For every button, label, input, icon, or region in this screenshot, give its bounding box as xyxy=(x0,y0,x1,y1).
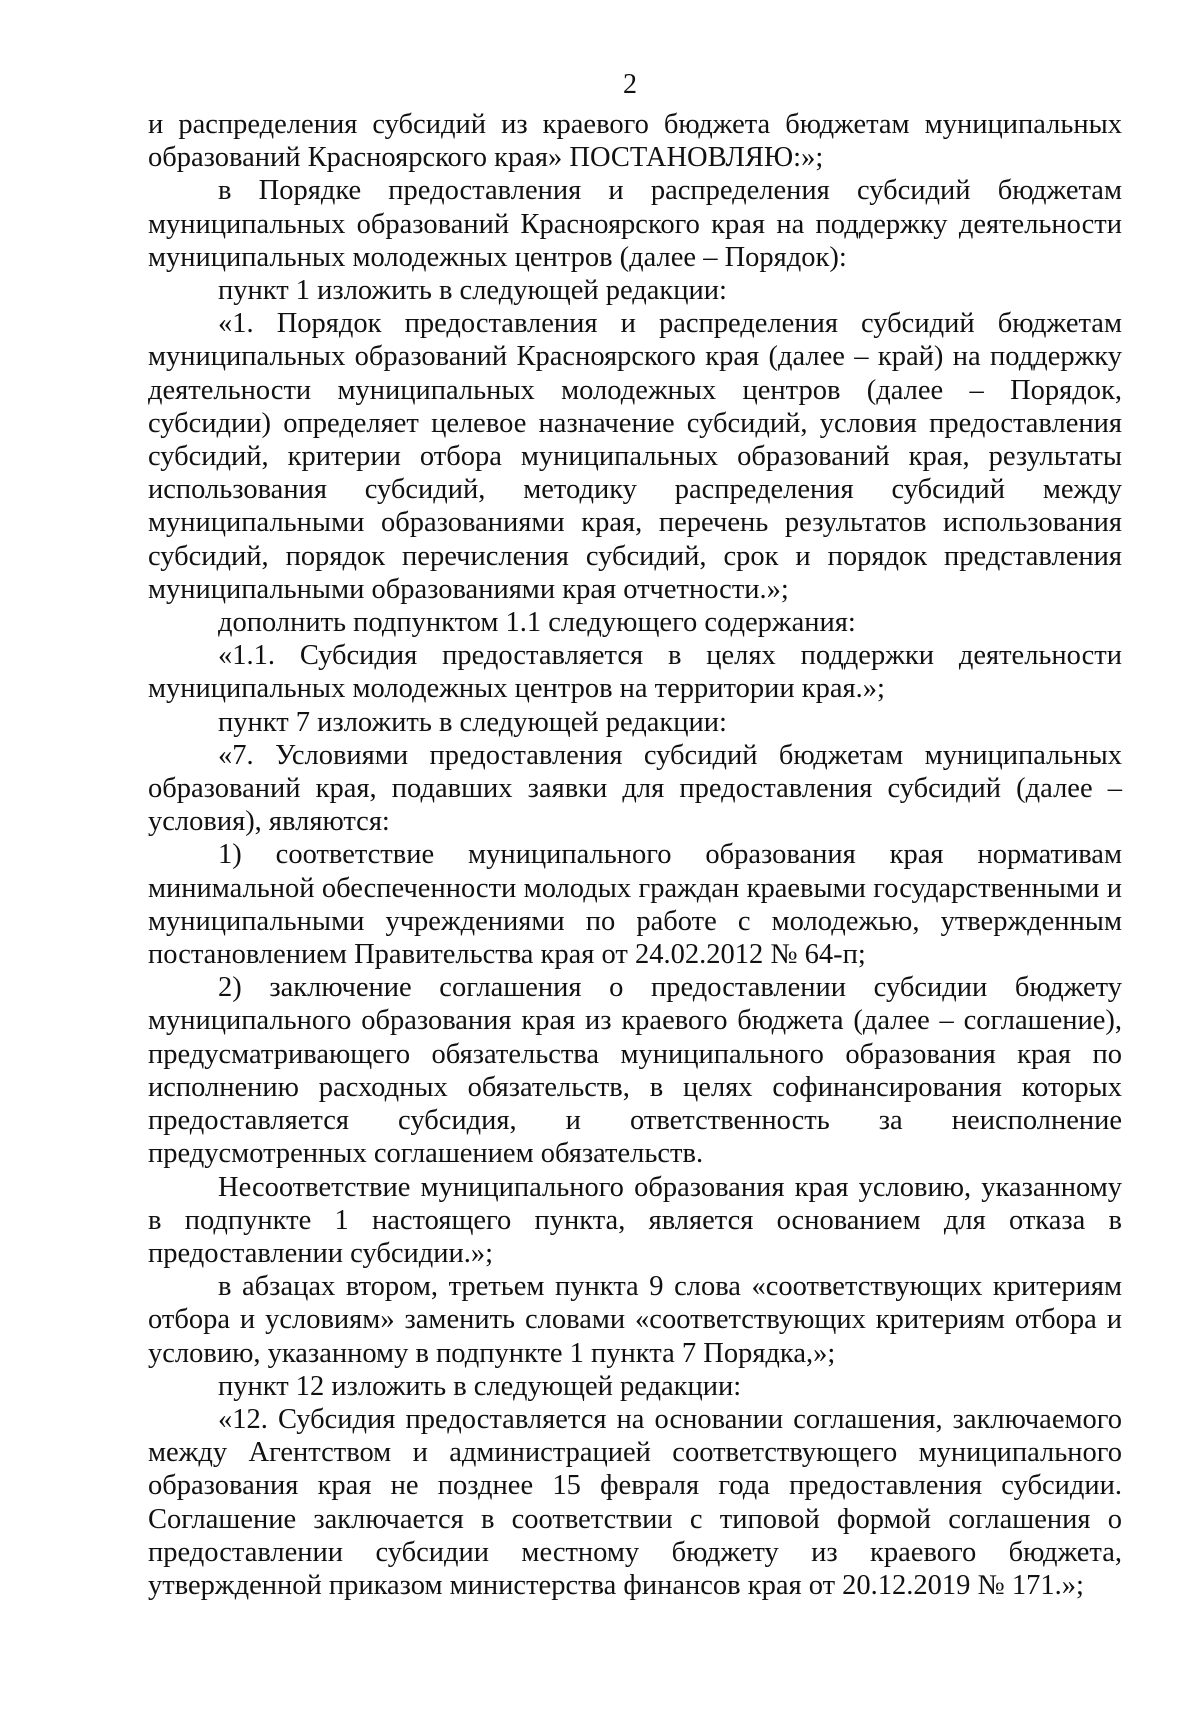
paragraph: дополнить подпунктом 1.1 следующего содержания: xyxy=(218,607,856,639)
paragraph: в абзацах втором, третьем пункта 9 слова «соответствующих критериям отбора и условиям» заменить словами «соответствующих критериям отбора и условию, указанному в подпункте 1 пункта 7 Порядка,»; xyxy=(148,1271,1122,1369)
paragraph: пункт 1 изложить в следующей редакции: xyxy=(218,275,727,307)
paragraph: пункт 12 изложить в следующей редакции: xyxy=(218,1370,742,1402)
paragraph: «1.1. Субсидия предоставляется в целях поддержки деятельности муниципальных молодежных центров на территории края.»; xyxy=(148,640,1122,705)
page-number: 2 xyxy=(623,69,637,100)
paragraph: и распределения субсидий из краевого бюджета бюджетам муниципальных образований Красноярского края» ПОСТАНОВЛЯЮ:»; xyxy=(148,109,1122,174)
paragraph: в Порядке предоставления и распределения субсидий бюджетам муниципальных образований Красноярского края на поддержку деятельности муниципальных молодежных центров (далее – Порядок): xyxy=(148,175,1122,273)
paragraph: пункт 7 изложить в следующей редакции: xyxy=(218,706,727,738)
document-body xyxy=(148,108,1122,1602)
paragraph: 2) заключение соглашения о предоставлении субсидии бюджету муниципального образования края из краевого бюджета (далее – соглашение), предусматривающего обязательства муниципального образования края по исполнению расходных обязательств, в целях софинансирования которых предоставляется субсидия, и ответственность за неисполнение предусмотренных соглашением обязательств. xyxy=(148,972,1122,1170)
paragraph: «1. Порядок предоставления и распределения субсидий бюджетам муниципальных образований Красноярского края (далее – край) на поддержку деятельности муниципальных молодежных центров (далее – Порядок, субсидии) определяет целевое назначение субсидий, условия предоставления субсидий, критерии отбора муниципальных образований края, результаты использования субсидий, методику распределения субсидий между муниципальными образованиями края, перечень результатов использования субсидий, порядок перечисления субсидий, срок и порядок представления муниципальными образованиями края отчетности.»; xyxy=(148,308,1122,605)
paragraph: Несоответствие муниципального образования края условию, указанному в подпункте 1 настоящего пункта, является основанием для отказа в предоставлении субсидии.»; xyxy=(148,1171,1122,1269)
paragraph: «7. Условиями предоставления субсидий бюджетам муниципальных образований края, подавших заявки для предоставления субсидий (далее – условия), являются: xyxy=(148,739,1122,838)
paragraph: «12. Субсидия предоставляется на основании соглашения, заключаемого между Агентством и администрацией соответствующего муниципального образования края не позднее 15 февраля года предоставления субсидии. Соглашение заключается в соответствии с типовой формой соглашения о предоставлении субсидии местному бюджету из краевого бюджета, утвержденной приказом министерства финансов края от 20.12.2019 № 171.»; xyxy=(148,1403,1122,1601)
paragraph: 1) соответствие муниципального образования края нормативам минимальной обеспеченности молодых граждан краевыми государственными и муниципальными учреждениями по работе с молодежью, утвержденным постановлением Правительства края от 24.02.2012 № 64-п; xyxy=(148,839,1122,971)
